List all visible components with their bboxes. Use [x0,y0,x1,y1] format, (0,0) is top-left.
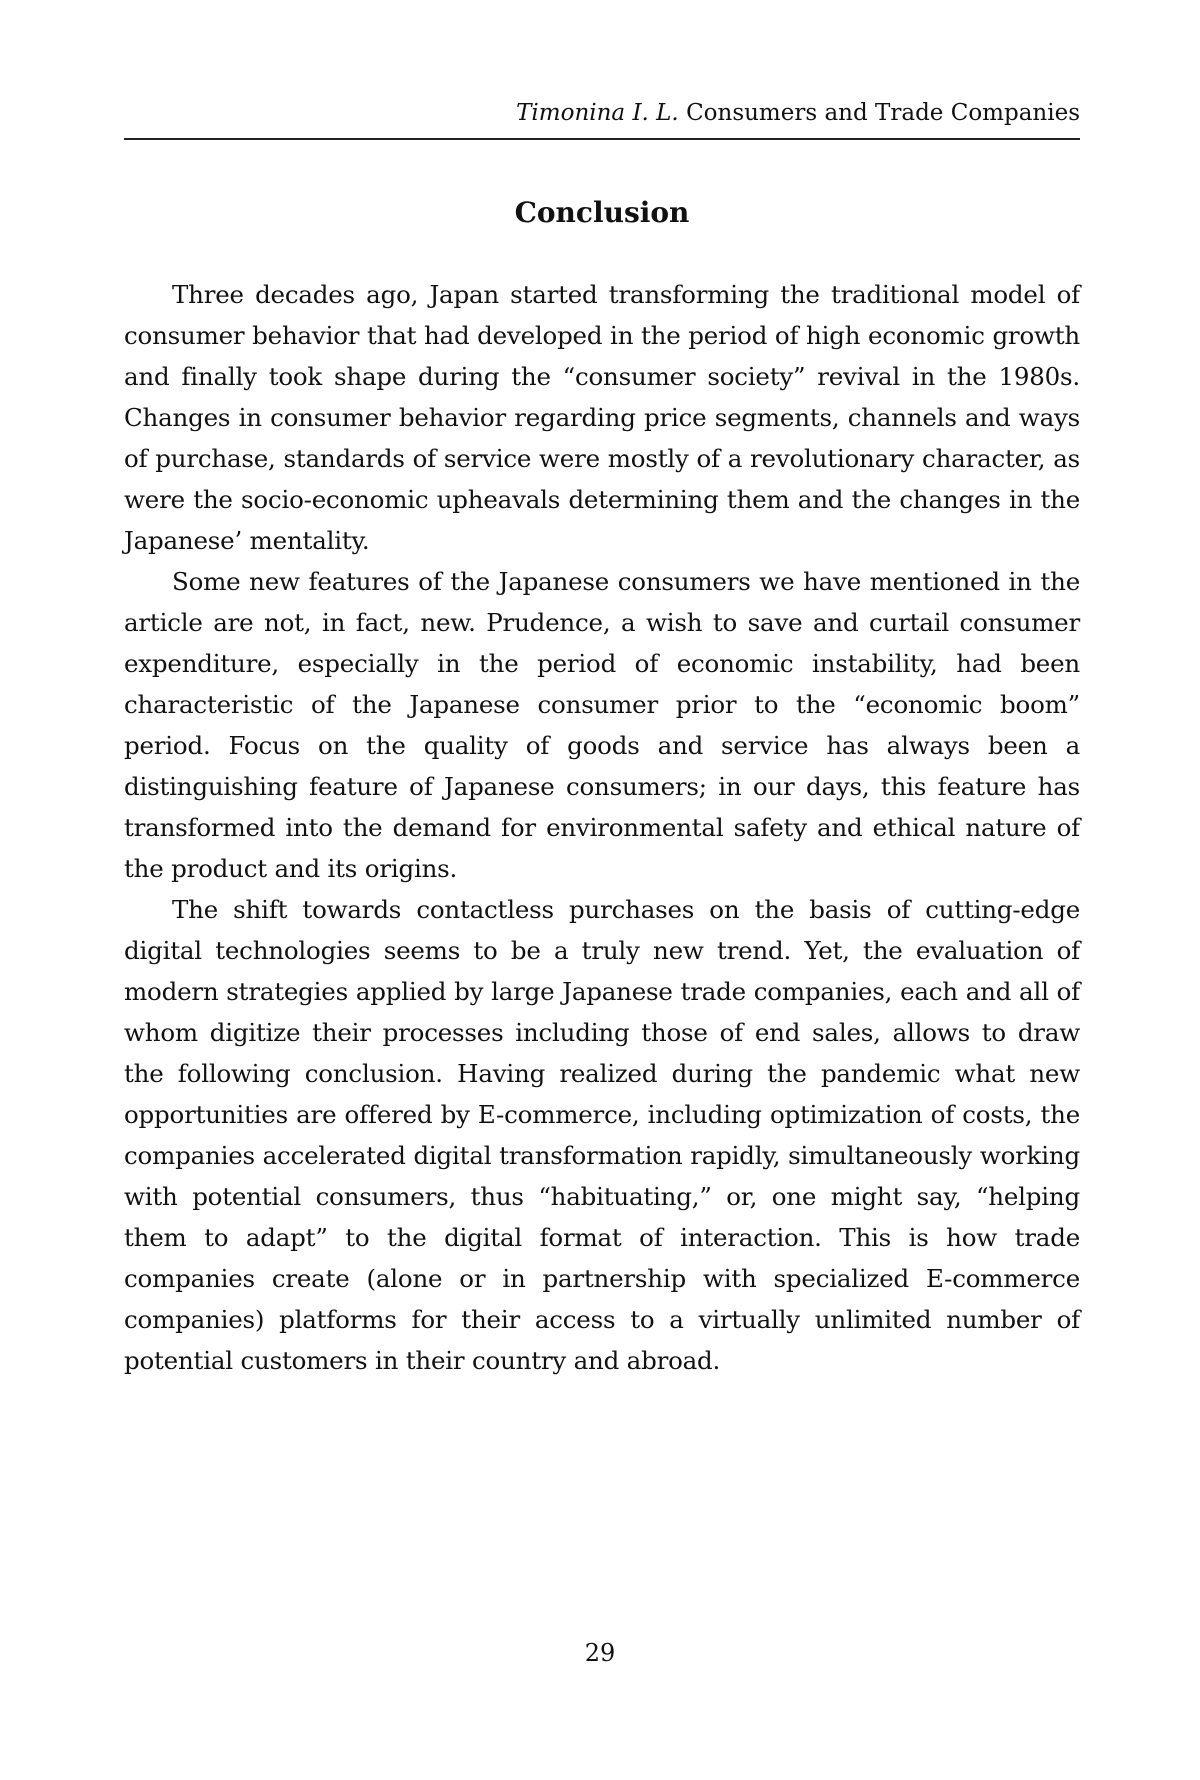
running-header [124,98,1080,140]
body-text [124,274,1080,1381]
header-title: Consumers and Trade Companies [686,100,1080,126]
section-title: Conclusion [514,196,690,229]
paragraph-3: The shift towards contactless purchases on the basis of cutting-edge digital technologies seems to be a truly new trend. Yet, the evaluation of modern strategies applied by large Japanese trade companies, each and all of whom digitize their processes including those of end sales, allows to draw the following conclusion. Having realized during the pandemic what new opportunities are offered by E-commerce, including optimization of costs, the companies accelerated digital transformation rapidly, simultaneously working with potential consumers, thus “habituating,” or, one might say, “helping them to adapt” to the digital format of interaction. This is how trade companies create (alone or in partnership with specialized E-commerce companies) platforms for their access to a virtually unlimited number of potential customers in their country and abroad. [124,895,1080,1375]
paragraph-1: Three decades ago, Japan started transforming the traditional model of consumer behavior that had developed in the period of high economic growth and finally took shape during the “consumer society” revival in the 1980s. Changes in consumer behavior regarding price segments, channels and ways of purchase, standards of service were mostly of a revolutionary character, as were the socio-economic upheavals determining them and the changes in the Japanese’ mentality. [124,280,1080,555]
header-author: Timonina I. L. [516,100,687,126]
paragraph-2: Some new features of the Japanese consumers we have mentioned in the article are not, in fact, new. Prudence, a wish to save and curtail consumer expenditure, especially in the period of economic instability, had been characteristic of the Japanese consumer prior to the “economic boom” period. Focus on the quality of goods and service has always been a distinguishing feature of Japanese consumers; in our days, this feature has transformed into the demand for environmental safety and ethical nature of the product and its origins. [124,567,1080,883]
page-number: 29 [584,1639,616,1667]
